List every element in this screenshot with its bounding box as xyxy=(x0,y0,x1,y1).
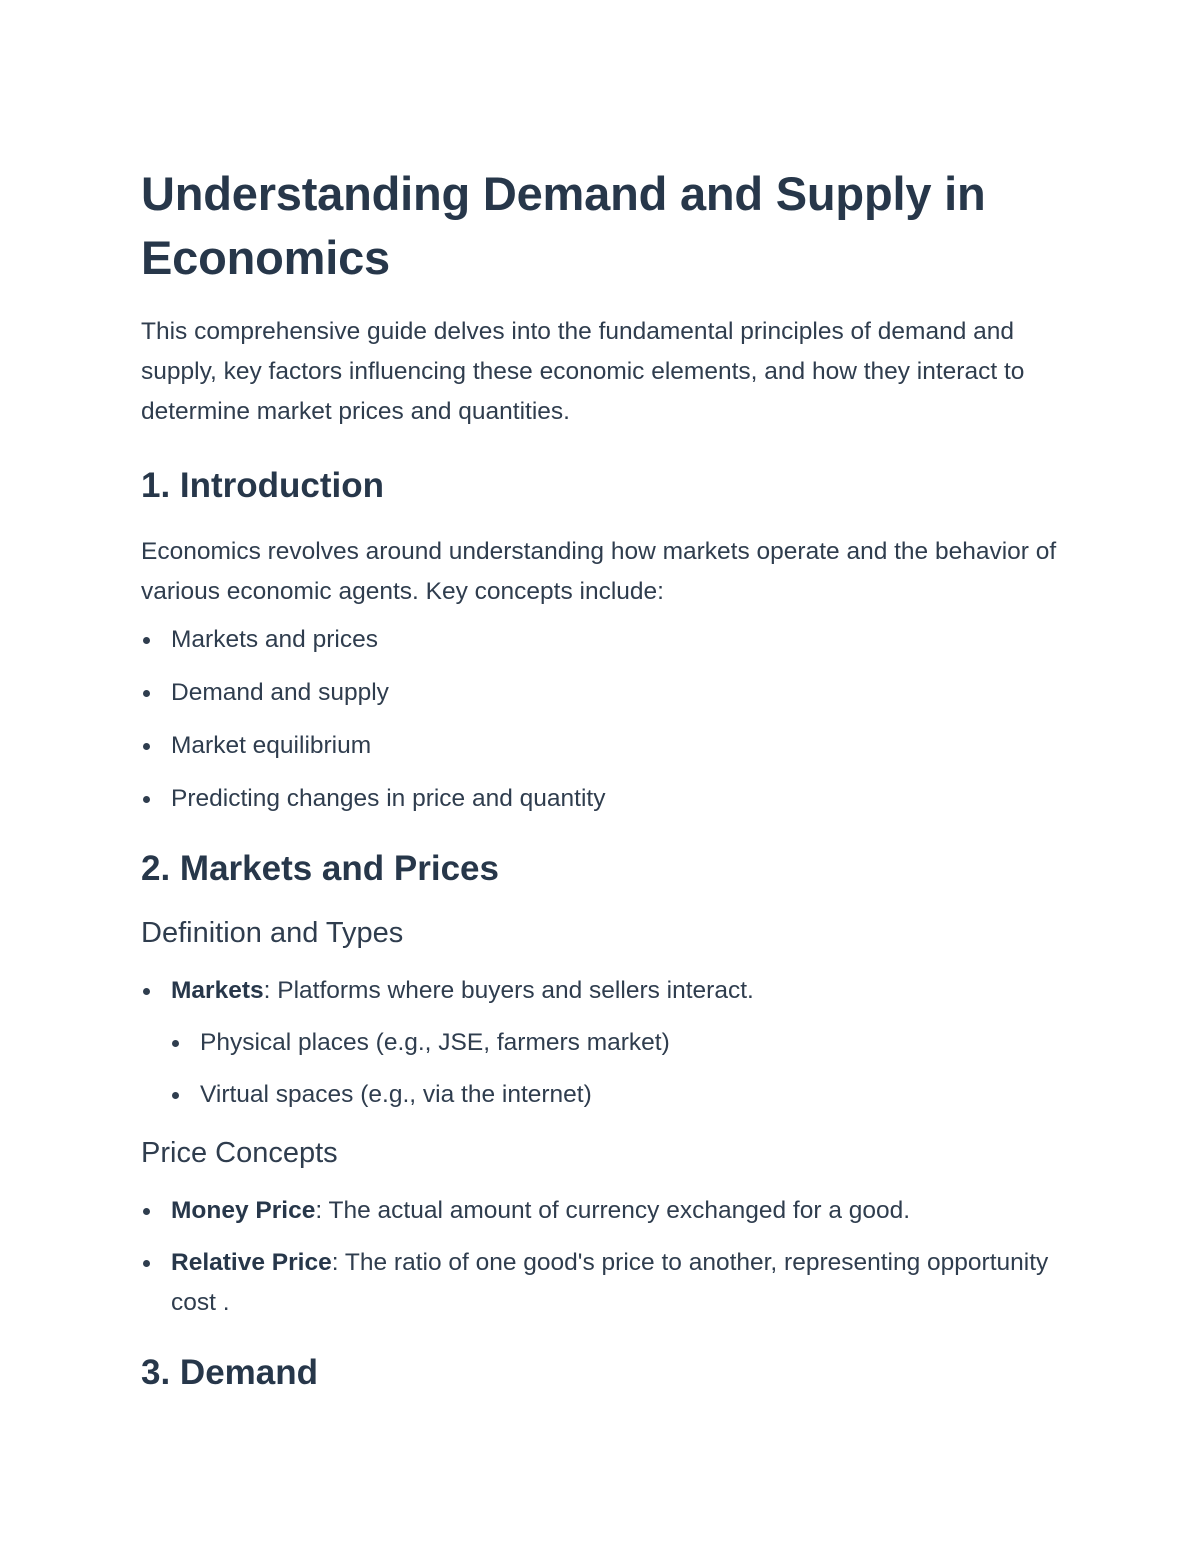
list-item: Predicting changes in price and quantity xyxy=(141,779,1071,819)
list-item: Market equilibrium xyxy=(141,726,1071,766)
list-item: Markets: Platforms where buyers and sellers interact. xyxy=(141,971,1071,1011)
list-item: Physical places (e.g., JSE, farmers market) xyxy=(170,1023,1071,1063)
bullet-icon xyxy=(143,637,150,644)
markets-definition-list xyxy=(141,971,1071,1011)
list-item: Relative Price: The ratio of one good's price to another, representing opportunity cost . xyxy=(141,1243,1071,1323)
term-markets: Markets xyxy=(171,977,264,1004)
bullet-icon xyxy=(143,690,150,697)
section-heading-demand: 3. Demand xyxy=(141,1353,318,1392)
subheading-definition: Definition and Types xyxy=(141,917,404,949)
bullet-icon xyxy=(143,988,150,995)
term-money-price: Money Price xyxy=(171,1197,316,1224)
key-concepts-list xyxy=(141,620,1071,819)
list-item: Markets and prices xyxy=(141,620,1071,660)
markets-types-list xyxy=(170,1023,1071,1115)
bullet-icon xyxy=(143,1208,150,1215)
introduction-paragraph: Economics revolves around understanding how markets operate and the behavior of various economic agents. Key concepts include: xyxy=(141,538,1057,605)
intro-paragraph: This comprehensive guide delves into the fundamental principles of demand and supply, key factors influencing these economic elements, and how they interact to determine market prices and quantities. xyxy=(141,318,1025,425)
bullet-icon xyxy=(143,796,150,803)
term-relative-price: Relative Price xyxy=(171,1249,332,1276)
price-concepts-list xyxy=(141,1191,1071,1323)
bullet-icon xyxy=(143,743,150,750)
list-item: Virtual spaces (e.g., via the internet) xyxy=(170,1075,1071,1115)
section-heading-introduction: 1. Introduction xyxy=(141,466,385,505)
bullet-icon xyxy=(172,1092,179,1099)
bullet-icon xyxy=(172,1040,179,1047)
list-item: Demand and supply xyxy=(141,673,1071,713)
subheading-price-concepts: Price Concepts xyxy=(141,1137,338,1169)
section-heading-markets: 2. Markets and Prices xyxy=(141,849,499,888)
document-page xyxy=(141,162,1071,1397)
bullet-icon xyxy=(143,1260,150,1267)
document-title: Understanding Demand and Supply in Economics xyxy=(141,167,986,284)
list-item: Money Price: The actual amount of currency exchanged for a good. xyxy=(141,1191,1071,1231)
